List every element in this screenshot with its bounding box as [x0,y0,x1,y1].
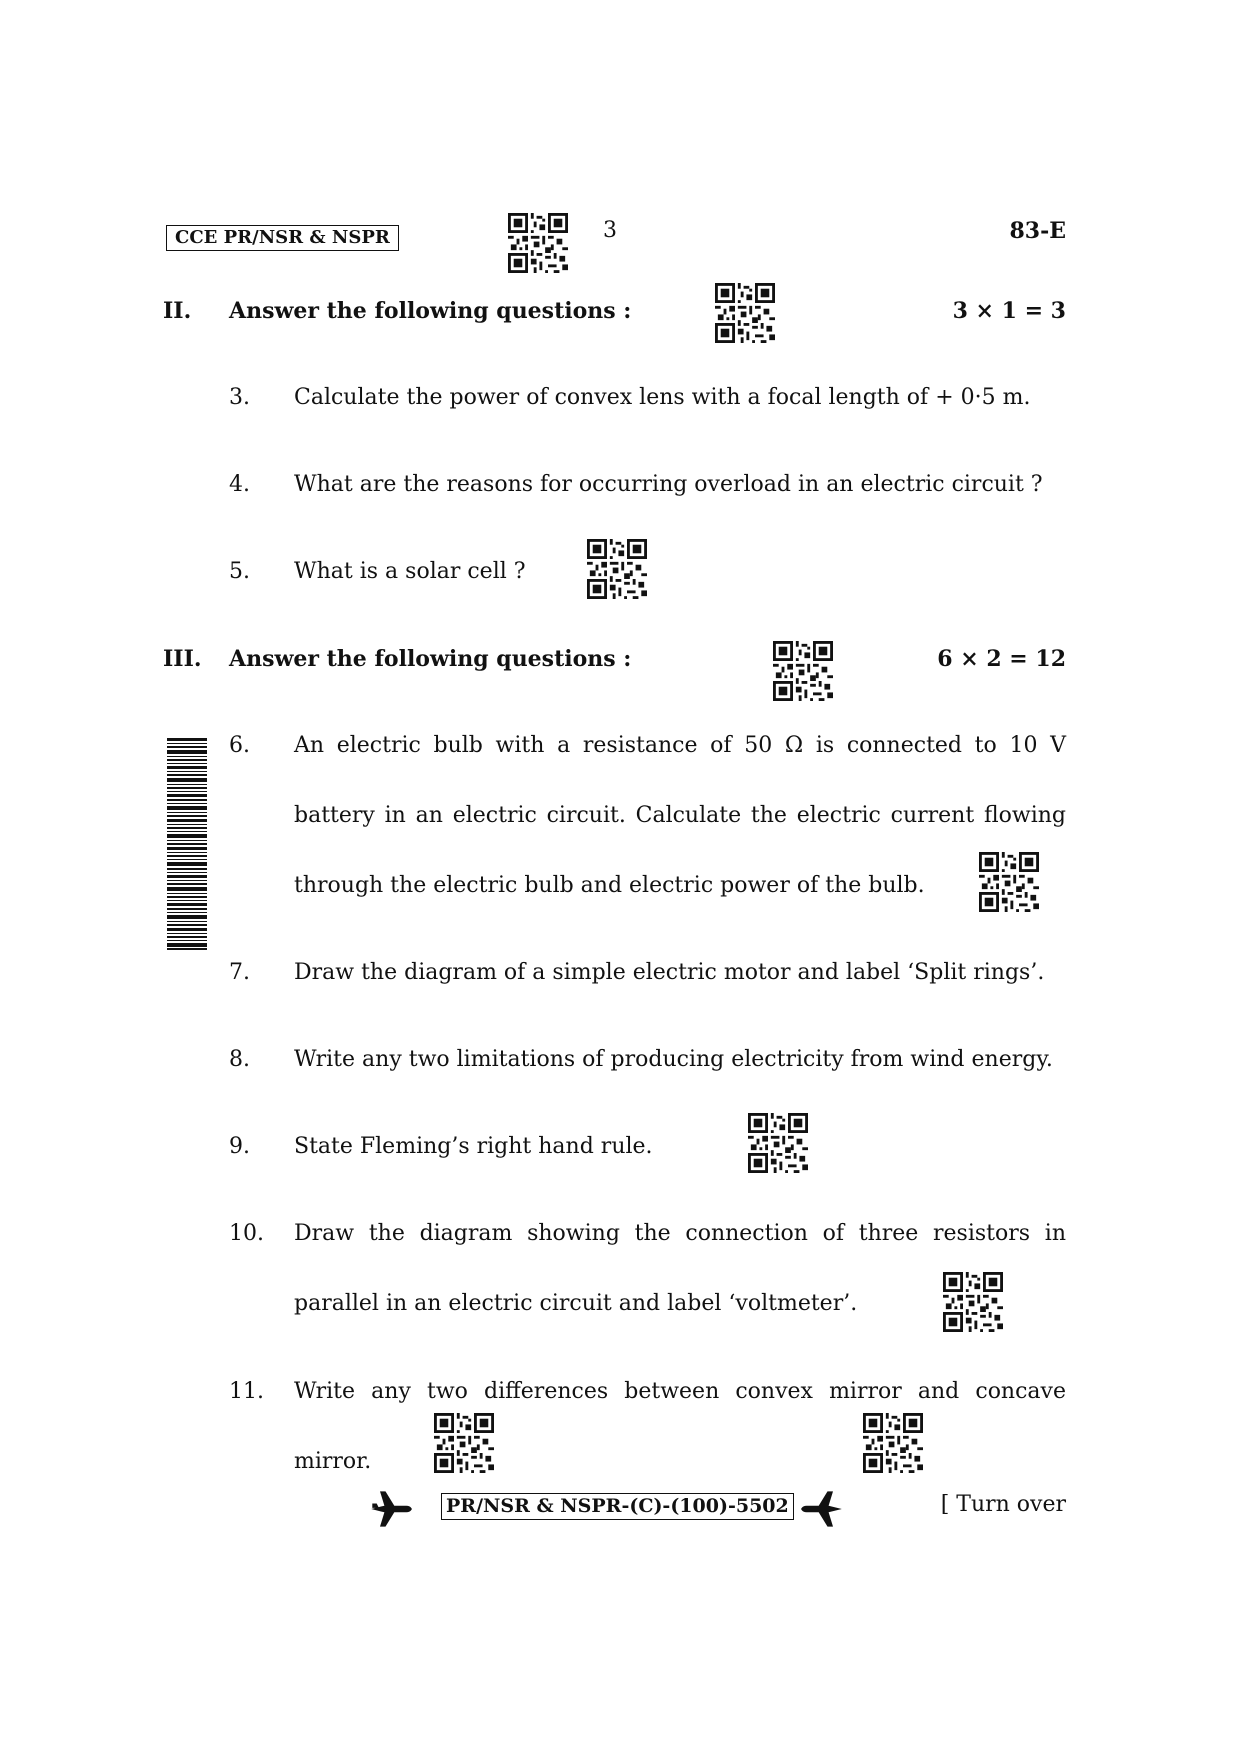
qr-code-icon [434,1413,494,1473]
qr-code-icon [587,539,647,599]
barcode-icon [167,738,207,950]
qr-code-icon [508,213,568,273]
qr-code-icon [979,852,1039,912]
page-number: 3 [603,218,617,243]
paper-code: 83-E [1009,218,1066,244]
question-text: What are the reasons for occurring overload in an electric circuit ? [294,472,1043,497]
qr-code-icon [773,641,833,701]
question-text: Draw the diagram of a simple electric motor and label ‘Split rings’. [294,960,1045,985]
section-ii-title: Answer the following questions : [229,298,632,324]
question-number: 4. [229,472,250,497]
question-text: Write any two differences between convex mirror and concave [294,1379,1066,1404]
question-text: battery in an electric circuit. Calculate the electric current flowing [294,803,1066,828]
question-text: mirror. [294,1449,372,1474]
section-iii-number: III. [163,646,202,672]
question-text: Draw the diagram showing the connection of three resistors in [294,1221,1066,1246]
airplane-icon [800,1487,844,1531]
question-text: Calculate the power of convex lens with a focal length of + 0·5 m. [294,385,1031,410]
question-number: 11. [229,1379,264,1404]
question-number: 9. [229,1134,250,1159]
airplane-icon [369,1487,413,1531]
qr-code-icon [715,283,775,343]
question-number: 7. [229,960,250,985]
question-text: What is a solar cell ? [294,559,526,584]
section-ii-number: II. [163,298,192,324]
question-number: 8. [229,1047,250,1072]
question-text: through the electric bulb and electric power of the bulb. [294,873,925,898]
question-text: parallel in an electric circuit and label ‘voltmeter’. [294,1291,858,1316]
question-number: 6. [229,733,250,758]
turn-over-label: [ Turn over [940,1492,1066,1517]
section-ii-marks: 3 × 1 = 3 [952,298,1066,324]
question-number: 10. [229,1221,264,1246]
question-text: Write any two limitations of producing electricity from wind energy. [294,1047,1053,1072]
question-number: 5. [229,559,250,584]
header-code-box: CCE PR/NSR & NSPR [166,225,399,251]
question-text: An electric bulb with a resistance of 50 Ω is connected to 10 V [294,733,1066,758]
question-text: State Fleming’s right hand rule. [294,1134,653,1159]
section-iii-title: Answer the following questions : [229,646,632,672]
qr-code-icon [748,1113,808,1173]
section-iii-marks: 6 × 2 = 12 [937,646,1066,672]
footer-code-box: PR/NSR & NSPR-(C)-(100)-5502 [441,1493,794,1520]
qr-code-icon [943,1272,1003,1332]
qr-code-icon [863,1413,923,1473]
question-number: 3. [229,385,250,410]
